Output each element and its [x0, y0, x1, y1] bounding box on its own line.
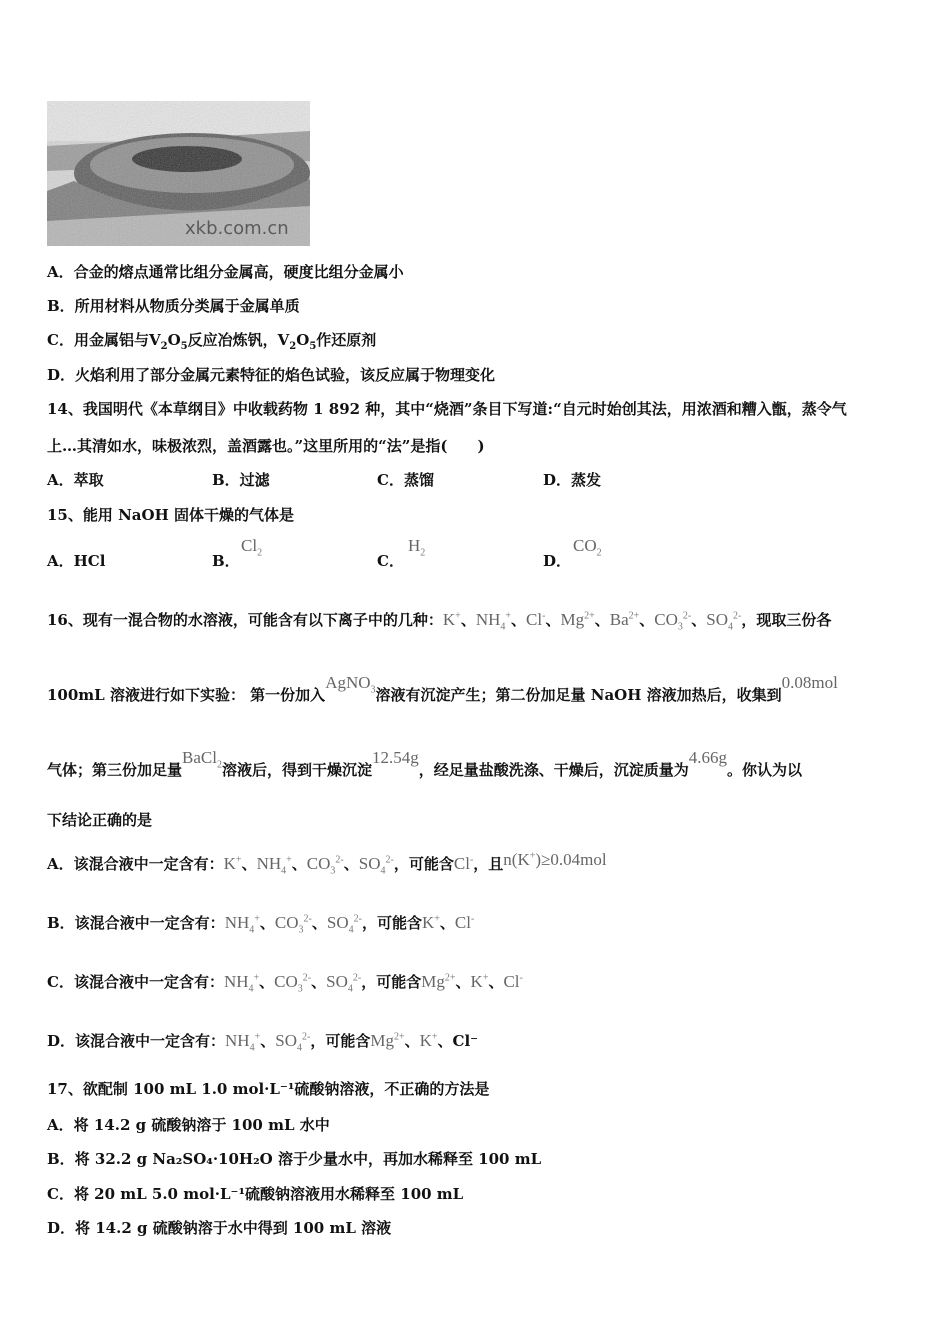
q16-stem-line4: 下结论正确的是	[47, 811, 153, 829]
q16-stem-line3: 气体；第三份加足量BaCl$_2$溶液后，得到干燥沉淀12.54g，经足量盐酸洗涤、干燥后，沉淀质量为4.66g。你认为以	[47, 748, 803, 779]
q15-option-c: C．	[377, 552, 404, 570]
q15-b-formula: $Cl_2$	[241, 536, 263, 559]
q15-option-d: D．	[543, 552, 572, 570]
q13-option-b: B．所用材料从物质分类属于金属单质	[47, 297, 300, 315]
q16-stem-line1: 16、现有一混合物的水溶液，可能含有以下离子中的几种：K+、$NH_4^+$、Cl-、$Mg^{2+}$、$Ba^{2+}$、$CO_3^{2-}$、$SO_4^{2-}$，现取三份各	[47, 610, 832, 633]
q14-option-d: D．蒸发	[543, 471, 602, 489]
q15-d-formula: $CO_2$	[573, 536, 602, 559]
q13-option-a: A．合金的熔点通常比组分金属高，硬度比组分金属小	[47, 263, 404, 281]
q15-stem: 15、能用 NaOH 固体干燥的气体是	[47, 506, 294, 524]
q17-option-d: D．将 14.2 g 硫酸钠溶于水中得到 100 mL 溶液	[47, 1219, 392, 1237]
q16-option-a: A．该混合液中一定含有：K+、$NH_4^+$、$CO_3^{2-}$、$SO_4^{2-}$，可能含Cl-，且n(K+)≥0.04mol	[47, 850, 607, 877]
q14-stem-line1: 14、我国明代《本草纲目》中收载药物 1 892 种，其中“烧酒”条目下写道:“自元时始创其法，用浓酒和糟入甑，蒸令气	[47, 400, 847, 418]
q15-option-b: B．	[212, 552, 240, 570]
q14-option-c: C．蒸馏	[377, 471, 434, 489]
q14-option-b: B．过滤	[212, 471, 270, 489]
q16-stem-line2: 100mL 溶液进行如下实验： 第一份加入AgNO$_3$溶液有沉淀产生；第二份加足量 NaOH 溶液加热后，收集到0.08mol	[47, 673, 838, 704]
q17-option-c: C．将 20 mL 5.0 mol·L⁻¹硫酸钠溶液用水稀释至 100 mL	[47, 1185, 464, 1203]
watermark-text: xkb.com.cn	[185, 218, 289, 239]
q13-option-d: D．火焰利用了部分金属元素特征的焰色试验，该反应属于物理变化	[47, 366, 496, 384]
q13-option-c: C．用金属铝与$V_2O_5$反应冶炼钒，$V_2O_5$作还原剂	[47, 331, 377, 352]
q17-stem: 17、欲配制 100 mL 1.0 mol·L⁻¹硫酸钠溶液，不正确的方法是	[47, 1080, 490, 1098]
q17-option-b: B．将 32.2 g Na₂SO₄·10H₂O 溶于少量水中，再加水稀释至 100 mL	[47, 1150, 542, 1168]
q16-option-c: C．该混合液中一定含有：$NH_4^+$、$CO_3^{2-}$、$SO_4^{2-}$，可能含$Mg^{2+}$、K+、Cl-	[47, 972, 523, 995]
q15-option-a: A．HCl	[47, 552, 106, 570]
q14-option-a: A．萃取	[47, 471, 104, 489]
q16-option-d: D．该混合液中一定含有：$NH_4^+$、$SO_4^{2-}$，可能含$Mg^{2+}$、K+、Cl⁻	[47, 1031, 479, 1054]
q14-stem-line2: 上…其清如水，味极浓烈，盖酒露也。”这里所用的“法”是指( )	[47, 437, 485, 455]
q17-option-a: A．将 14.2 g 硫酸钠溶于 100 mL 水中	[47, 1116, 330, 1134]
q16-option-b: B．该混合液中一定含有：$NH_4^+$、$CO_3^{2-}$、$SO_4^{2-}$，可能含K+、Cl-	[47, 913, 475, 936]
q15-c-formula: $H_2$	[408, 536, 426, 559]
stadium-photo	[47, 101, 310, 246]
